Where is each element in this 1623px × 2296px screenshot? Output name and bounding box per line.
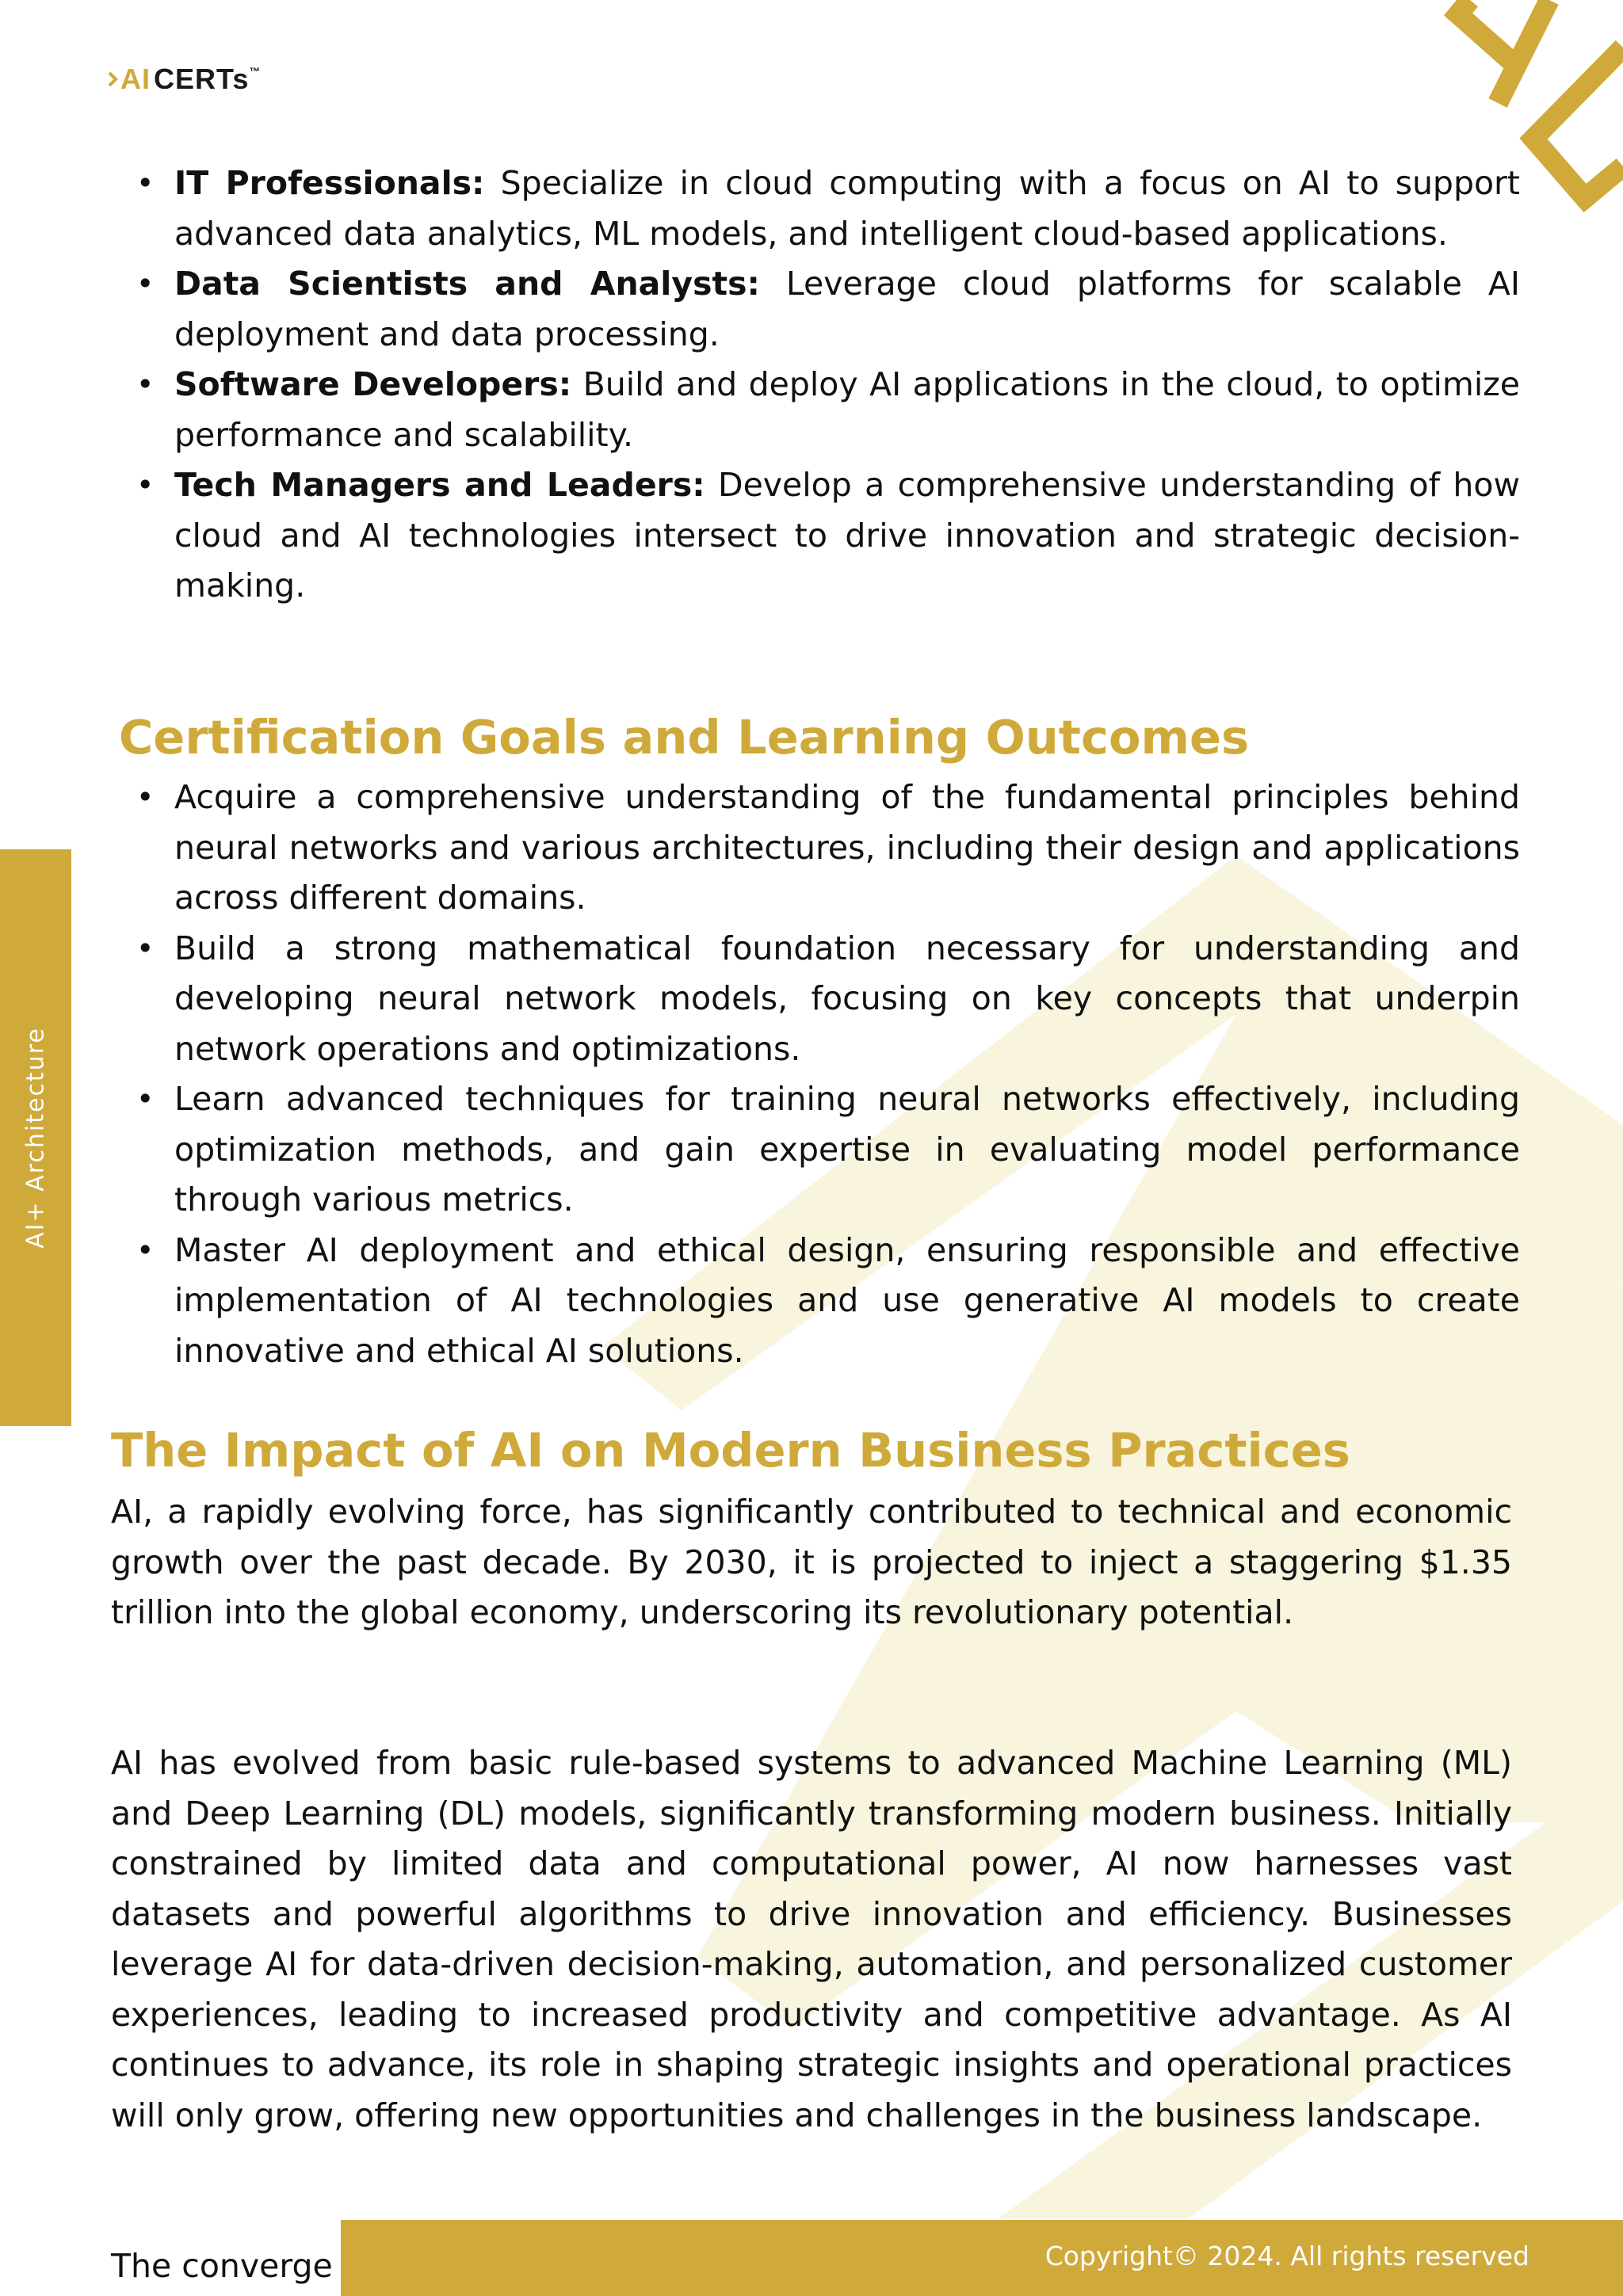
logo-ai-text: AI [120,63,151,95]
side-tab-label: AI+ Architecture [21,1027,50,1249]
impact-paragraph-2: AI has evolved from basic rule-based systems to advanced Machine Learning (ML) and Deep Learning (DL) models, significantly transforming modern business. Initially constrained by limited data and computational power, AI now harnesses vast datasets and powerful algorithms to drive innovation and efficiency. Businesses leverage AI for data-driven decision-making, automation, and personalized customer experiences, leading to increased productivity and competitive advantage. As AI continues to advance, its role in shaping strategic insights and operational practices will only grow, offering new opportunities and challenges in the business landscape. [111,1744,1512,2134]
goal-item: • Acquire a comprehensive understanding of the fundamental principles behind neural networks and various architectures, including their design and applications across different domains. [135,772,1520,924]
goals-heading: Certification Goals and Learning Outcomes [119,710,1250,765]
audience-item [135,460,1520,612]
impact-paragraph-1: AI, a rapidly evolving force, has significantly contributed to technical and economic growth over the past decade. By 2030, it is projected to inject a staggering $1.35 trillion into the global economy, underscoring its revolutionary potential. [111,1493,1512,1631]
audience-item-text: Build and deploy AI applications in the cloud, to optimize performance and scalability. [174,365,1520,454]
audience-item-title: IT Professionals: [174,164,485,202]
goal-item: • Learn advanced techniques for training neural networks effectively, including optimization methods, and gain expertise in evaluating model performance through various metrics. [135,1074,1520,1226]
audience-item-title: Software Developers: [174,365,572,403]
copyright-text: Copyright© 2024. All rights reserved [1044,2241,1529,2271]
audience-item [135,259,1520,360]
side-tab [0,849,71,1426]
audience-item-text: Leverage cloud platforms for scalable AI deployment and data processing. [174,265,1521,353]
goal-item: • Master AI deployment and ethical design, ensuring responsible and effective implementation of AI technologies and use generative AI models to create innovative and ethical AI solutions. [135,1226,1520,1377]
audience-item-title: Tech Managers and Leaders: [174,466,705,504]
audience-item [135,158,1520,259]
audience-item-title: Data Scientists and Analysts: [174,265,760,303]
goals-list [135,772,1520,1376]
logo-trademark: ™ [249,65,262,78]
logo-certs-text: CERTs [154,63,250,95]
audience-list [135,158,1520,612]
footer-bar [341,2220,1623,2296]
impact-paragraph-3: The converge [111,2247,333,2285]
audience-item [135,360,1520,460]
goal-item: • Build a strong mathematical foundation necessary for understanding and developing neural network models, focusing on key concepts that underpin network operations and optimizations. [135,924,1520,1075]
impact-heading: The Impact of AI on Modern Business Practices [111,1423,1350,1478]
aicerts-logo [108,62,261,97]
audience-item-text: Specialize in cloud computing with a focus on AI to support advanced data analytics, ML models, and intelligent cloud-based applications. [174,164,1520,253]
audience-item-text: Develop a comprehensive understanding of how cloud and AI technologies intersect to drive innovation and strategic decision- making. [174,466,1520,605]
logo-mark-icon [108,70,119,89]
